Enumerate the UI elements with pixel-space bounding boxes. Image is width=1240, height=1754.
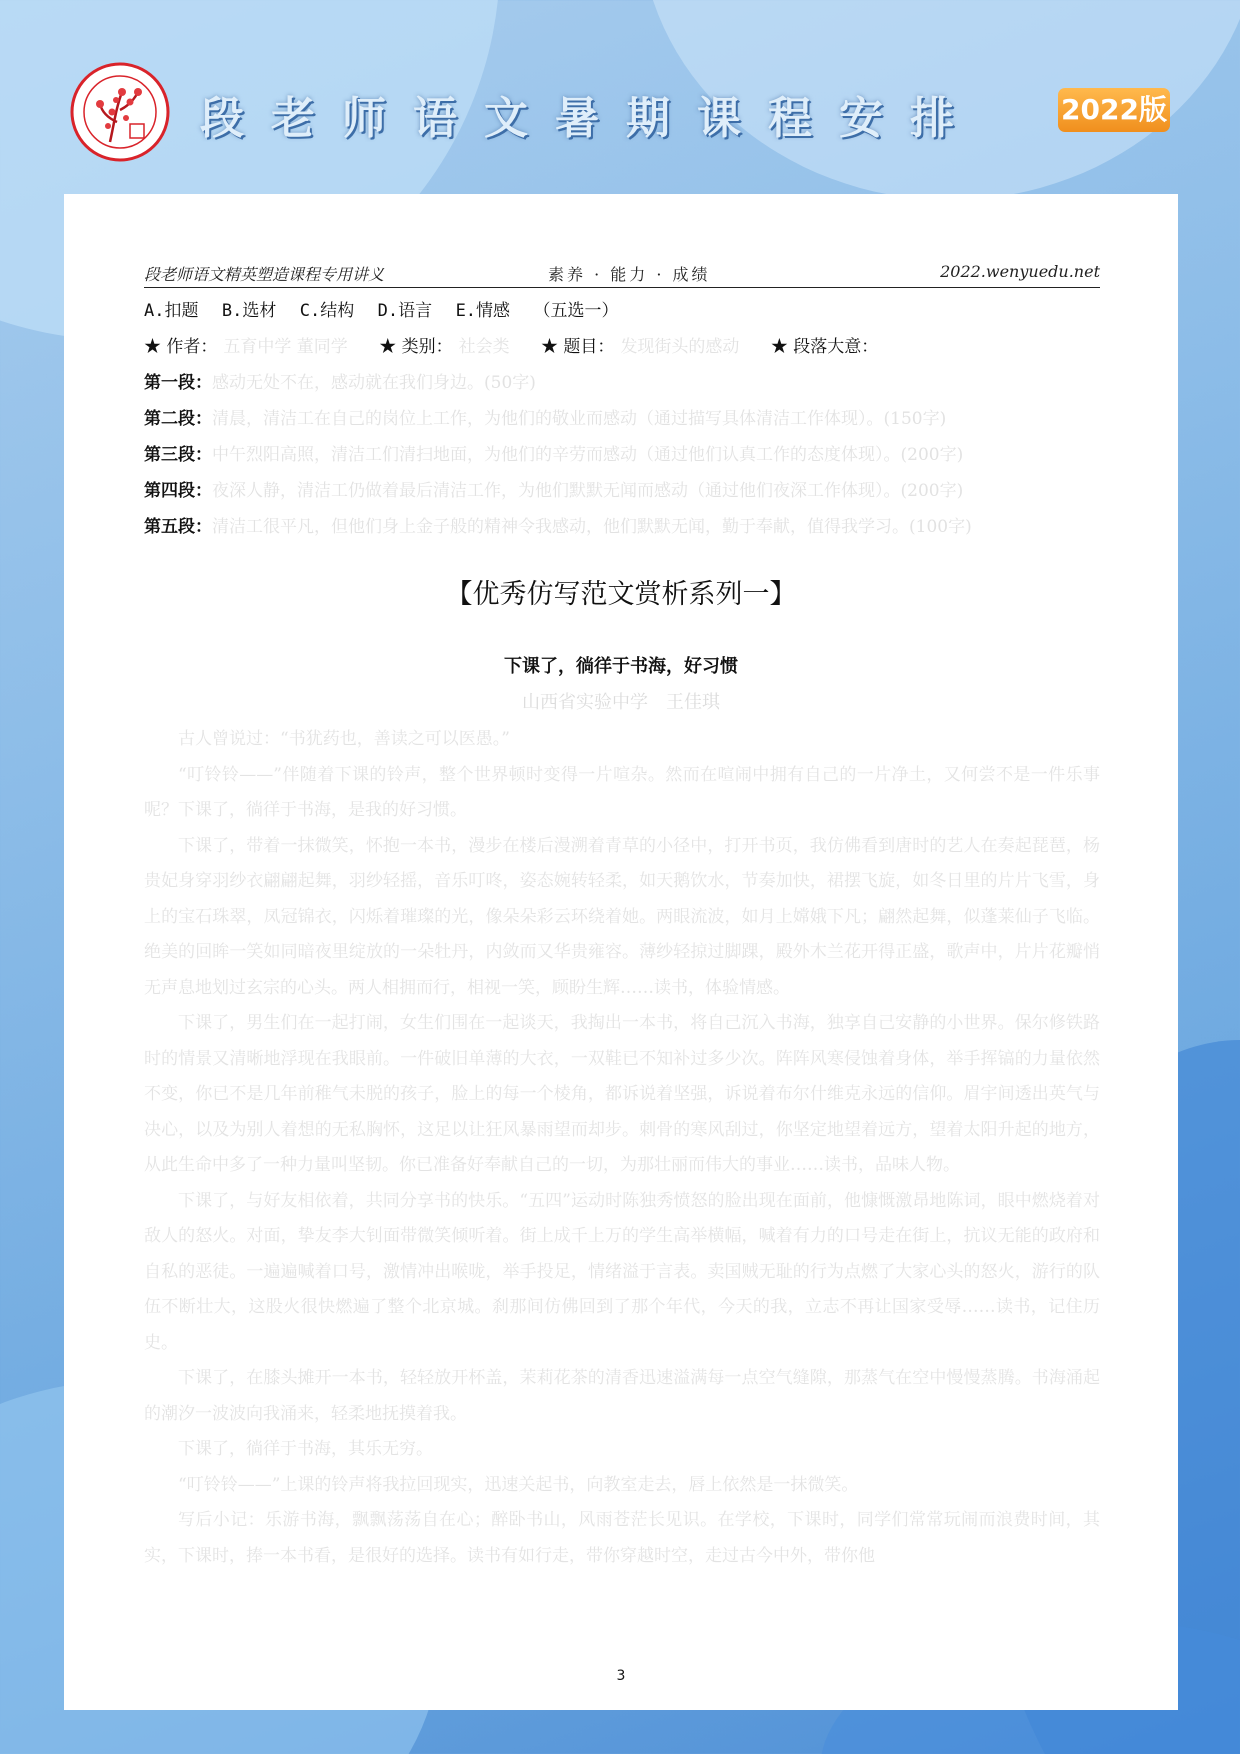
paragraph-label: 第二段： <box>144 409 212 429</box>
paragraph-label: 第三段： <box>144 445 212 465</box>
essay-paragraph: 下课了，男生们在一起打闹，女生们围在一起谈天，我掏出一本书，将自己沉入书海，独享自己安静的小世界。保尔修铁路时的情景又清晰地浮现在我眼前。一件破旧单薄的大衣，一双鞋已不知补过多少次。阵阵风寒侵蚀着身体，举手挥镐的力量依然不变，你已不是几年前稚气未脱的孩子，脸上的每一个棱角，都诉说着坚强，诉说着布尔什维克永远的信仰。眉宇间透出英气与决心，以及为别人着想的无私胸怀，这足以让狂风暴雨望而却步。刺骨的寒风刮过，你坚定地望着远方，望着太阳升起的地方，从此生命中多了一种力量叫坚韧。你已准备好奉献自己的一切，为那壮丽而伟大的事业……读书，品味人物。 <box>144 1013 1100 1175</box>
essay-paragraph: 下课了，带着一抹微笑，怀抱一本书，漫步在楼后漫溯着青草的小径中，打开书页，我仿佛看到唐时的艺人在奏起琵琶，杨贵妃身穿羽纱衣翩翩起舞，羽纱轻摇，音乐叮咚，姿态婉转轻柔，如天鹅饮水，节奏加快，裙摆飞旋，如冬日里的片片飞雪，身上的宝石珠翠，凤冠锦衣，闪烁着璀璨的光，像朵朵彩云环绕着她。两眼流波，如月上嫦娥下凡；翩然起舞，似蓬莱仙子飞临。绝美的回眸一笑如同暗夜里绽放的一朵牡丹，内敛而又华贵雍容。薄纱轻掠过脚踝，殿外木兰花开得正盛，歌声中，片片花瓣悄无声息地划过玄宗的心头。两人相拥而行，相视一笑，顾盼生辉……读书，体验情感。 <box>144 835 1100 998</box>
author-label: ★ 作者： <box>144 337 218 357</box>
type-label: ★ 类别： <box>379 337 453 357</box>
essay-paragraph: 下课了，在膝头摊开一本书，轻轻放开杯盖，茉莉花茶的清香迅速溢满每一点空气缝隙，那蒸气在空中慢慢蒸腾。书海涌起的潮汐一波波向我涌来，轻柔地抚摸着我。 <box>144 1368 1100 1424</box>
topic-label: ★ 题目： <box>541 337 615 357</box>
author-value: 五育中学 董同学 <box>223 337 348 357</box>
paragraph-text: 感动无处不在，感动就在我们身边。(50字) <box>212 373 536 393</box>
header-right: 2022.wenyuedu.net <box>940 262 1100 281</box>
topic-value: 发现街头的感动 <box>620 337 740 357</box>
paragraph-text: 夜深人静，清洁工仍做着最后清洁工作，为他们默默无闻而感动（通过他们夜深工作体现）。(200字) <box>212 481 964 501</box>
option-list <box>144 296 636 321</box>
essay-body <box>144 722 1100 1574</box>
option-item: D.语言 <box>377 301 433 321</box>
paragraph-label: 第五段： <box>144 517 212 537</box>
document-header <box>144 262 1100 288</box>
option-item: E.情感 <box>455 301 511 321</box>
essay-meta <box>144 332 884 357</box>
paragraph-summary <box>144 368 536 393</box>
school-logo <box>70 62 170 162</box>
summary-label: ★ 段落大意： <box>770 337 879 357</box>
paragraph-summary <box>144 476 963 501</box>
option-item: C.结构 <box>299 301 355 321</box>
essay-paragraph: 古人曾说过：“书犹药也，善读之可以医愚。” <box>178 729 510 749</box>
header-middle: 素养 · 能力 · 成绩 <box>548 265 711 284</box>
essay-paragraph: 写后小记：乐游书海，飘飘荡荡自在心；醉卧书山，风雨苍茫长见识。在学校，下课时，同学们常常玩闹而浪费时间，其实，下课时，捧一本书看，是很好的选择。读书有如行走，带你穿越时空，走过古今中外，带你他 <box>144 1510 1100 1566</box>
paragraph-summary <box>144 512 972 537</box>
essay-paragraph: 下课了，与好友相依着，共同分享书的快乐。“五四”运动时陈独秀愤怒的脸出现在面前，他慷慨激昂地陈词，眼中燃烧着对敌人的怒火。对面，挚友李大钊面带微笑倾听着。街上成千上万的学生高举横幅，喊着有力的口号走在街上，抗议无能的政府和自私的恶徒。一遍遍喊着口号，激情冲出喉咙，举手投足，情绪溢于言表。卖国贼无耻的行为点燃了大家心头的怒火，游行的队伍不断壮大，这股火很快燃遍了整个北京城。刹那间仿佛回到了那个年代，今天的我，立志不再让国家受辱……读书，记住历史。 <box>144 1190 1100 1353</box>
edition-badge: 2022版 <box>1058 88 1170 132</box>
essay-author: 山西省实验中学 王佳琪 <box>522 692 720 713</box>
document-page <box>64 194 1178 1710</box>
paragraph-summary <box>144 404 946 429</box>
essay-paragraph: 下课了，徜徉于书海，其乐无穷。 <box>178 1439 433 1459</box>
header-left: 段老师语文精英塑造课程专用讲义 <box>144 265 385 284</box>
paragraph-text: 清洁工很平凡，但他们身上金子般的精神令我感动，他们默默无闻，勤于奉献，值得我学习。(100字) <box>212 517 972 537</box>
option-note: （五选一） <box>533 301 619 321</box>
type-value: 社会类 <box>458 337 510 357</box>
series-title: 【优秀仿写范文赏析系列一】 <box>445 579 797 610</box>
essay-paragraph: “叮铃铃——”上课的铃声将我拉回现实，迅速关起书，向教室走去，唇上依然是一抹微笑。 <box>178 1474 859 1495</box>
essay-paragraph: “叮铃铃——”伴随着下课的铃声，整个世界顿时变得一片喧杂。然而在喧闹中拥有自己的一片净土，又何尝不是一件乐事呢？下课了，徜徉于书海，是我的好习惯。 <box>144 764 1100 820</box>
essay-title: 下课了，徜徉于书海，好习惯 <box>504 656 738 677</box>
paragraph-label: 第四段： <box>144 481 212 501</box>
banner-title: 段老师语文暑期课程安排 <box>200 93 981 144</box>
page-number: 3 <box>616 1668 626 1684</box>
paragraph-text: 中午烈阳高照，清洁工们清扫地面，为他们的辛劳而感动（通过他们认真工作的态度体现）。(200字) <box>212 445 964 465</box>
paragraph-summary <box>144 440 963 465</box>
paragraph-label: 第一段： <box>144 373 212 393</box>
paragraph-text: 清晨，清洁工在自己的岗位上工作，为他们的敬业而感动（通过描写具体清洁工作体现）。(150字) <box>212 409 947 429</box>
option-item: A.扣题 <box>144 301 199 321</box>
option-item: B.选材 <box>221 301 277 321</box>
